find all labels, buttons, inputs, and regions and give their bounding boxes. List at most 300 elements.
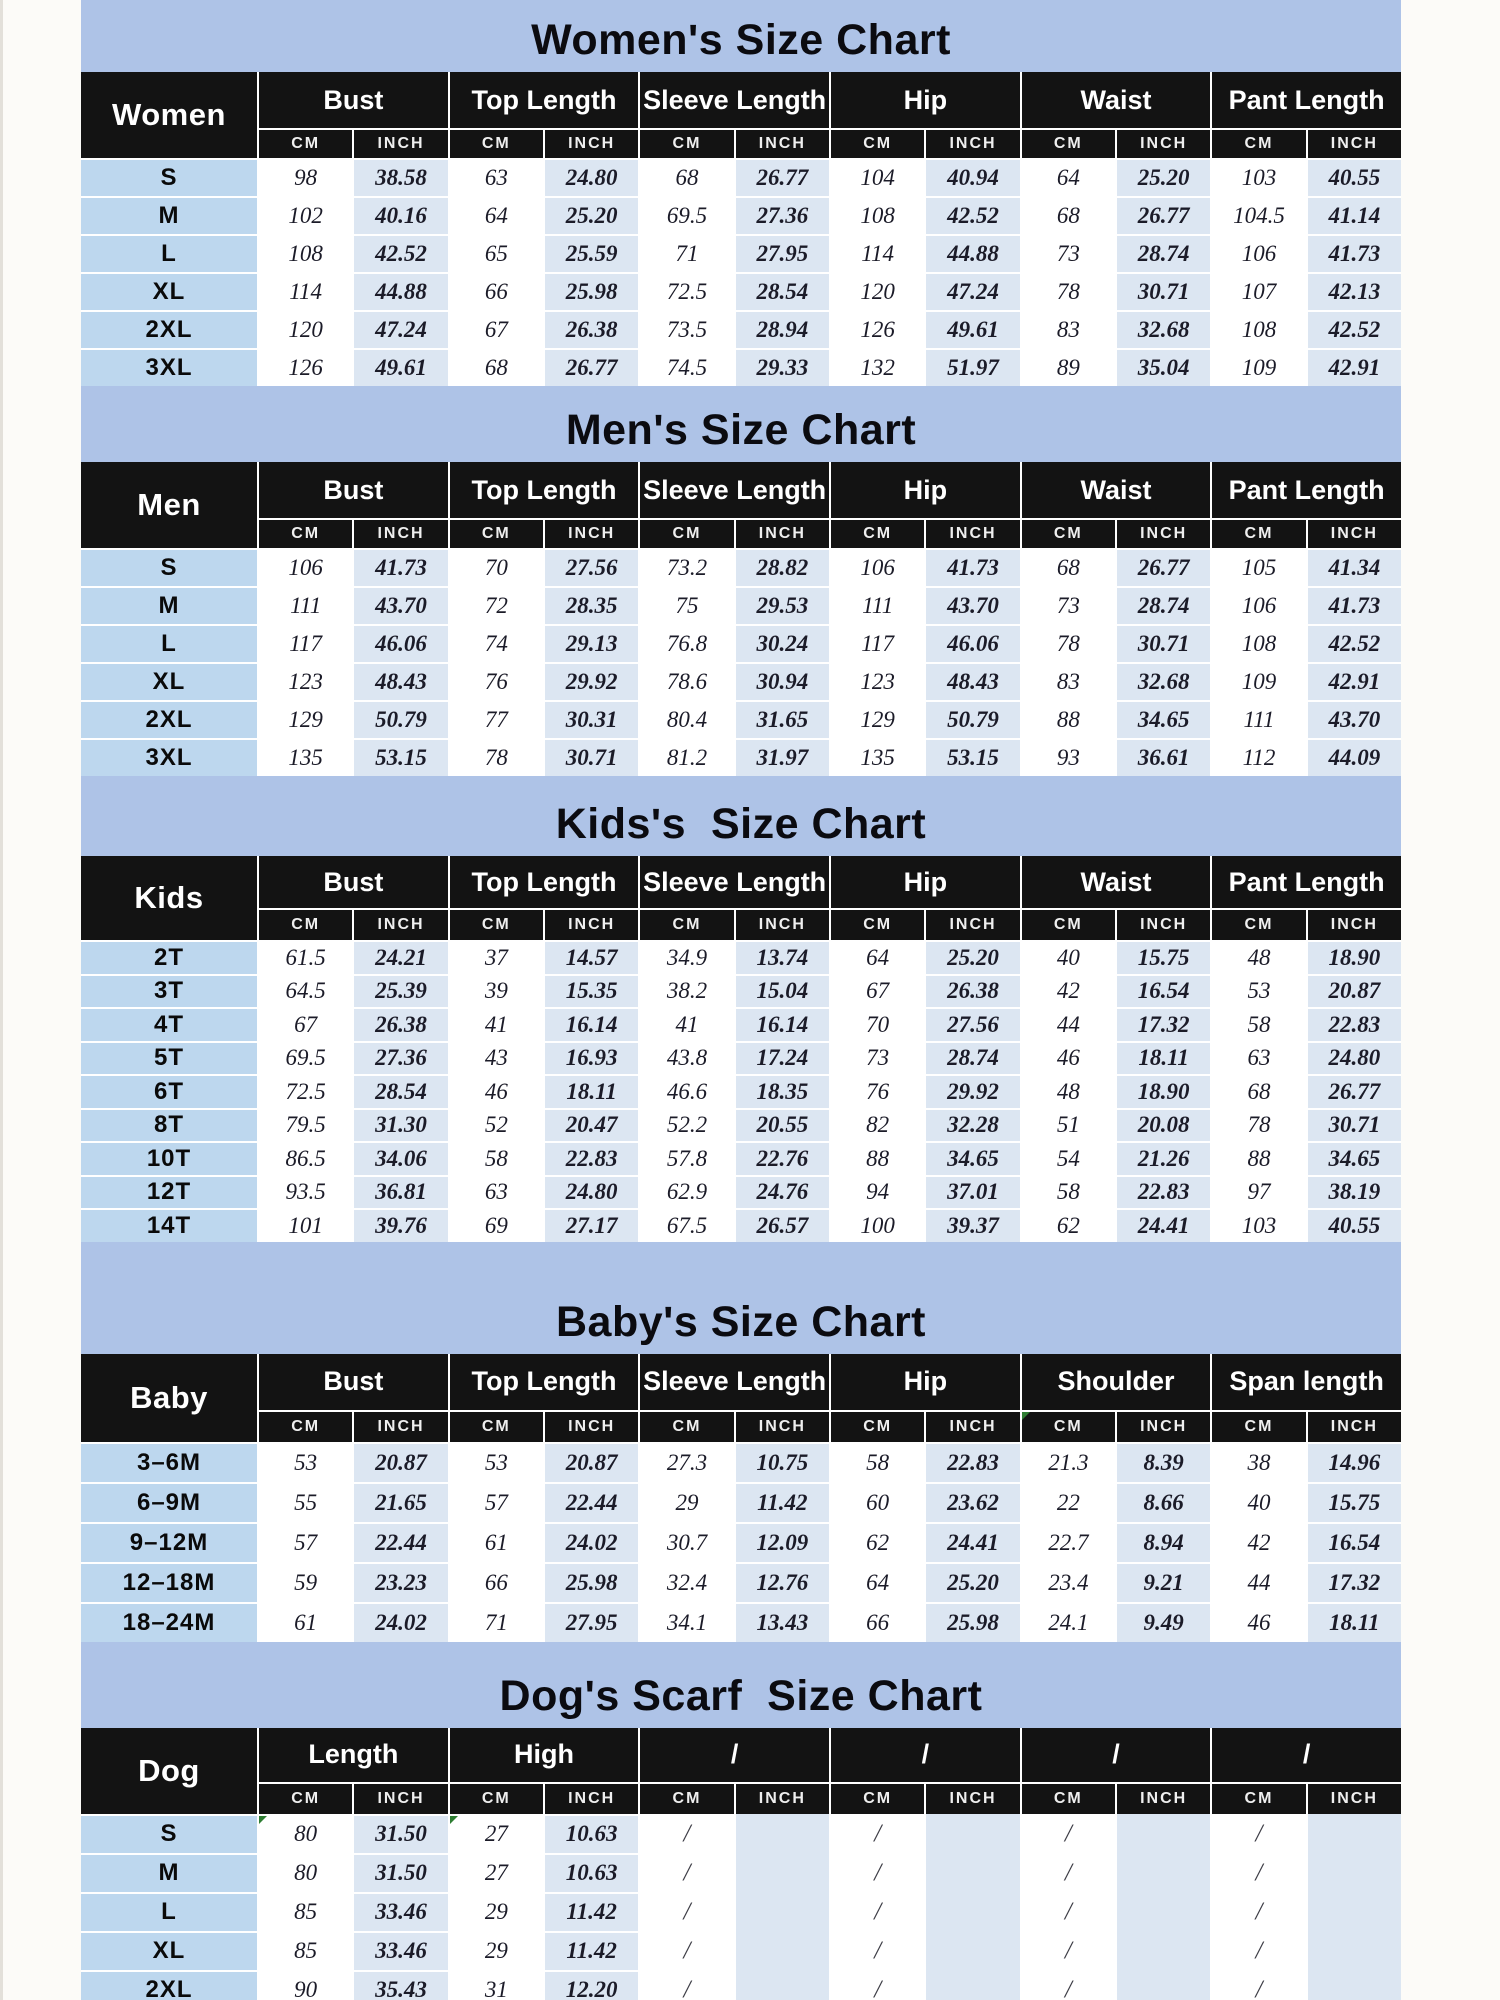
value-cell-inch: 36.61 (1117, 740, 1210, 776)
slash-cell: / (640, 1855, 733, 1892)
unit-header-cm: CM (259, 520, 352, 548)
value-cell-cm: 44 (1022, 1009, 1115, 1041)
value-cell-cm: 114 (259, 274, 352, 310)
value-cell-cm: 111 (259, 588, 352, 624)
value-cell-inch: 26.57 (736, 1210, 829, 1242)
unit-header-cm: CM (1022, 130, 1115, 158)
value-cell-inch: 22.83 (926, 1444, 1019, 1482)
value-cell-inch: 17.32 (1308, 1564, 1401, 1602)
value-cell-inch: 28.35 (545, 588, 638, 624)
slash-cell: / (831, 1894, 924, 1931)
value-cell-inch (1117, 1933, 1210, 1970)
women-group-header: Hip (831, 72, 1020, 128)
value-cell-cm: 61 (450, 1524, 543, 1562)
value-cell-inch: 25.20 (545, 198, 638, 234)
value-cell-inch: 47.24 (926, 274, 1019, 310)
dog-chart-title: Dog's Scarf Size Chart (499, 1671, 983, 1720)
value-cell-cm: 74.5 (640, 350, 733, 386)
value-cell-cm: 22.7 (1022, 1524, 1115, 1562)
value-cell-inch: 22.83 (1308, 1009, 1401, 1041)
value-cell-cm: 104 (831, 160, 924, 196)
value-cell-cm: 48 (1022, 1076, 1115, 1108)
value-cell-inch: 49.61 (354, 350, 447, 386)
value-cell-cm: 73.5 (640, 312, 733, 348)
unit-header-inch: INCH (926, 1784, 1019, 1814)
unit-header-cm: CM (1212, 910, 1305, 940)
value-cell-cm: 64 (450, 198, 543, 234)
value-cell-inch: 50.79 (926, 702, 1019, 738)
value-cell-inch: 34.65 (926, 1143, 1019, 1175)
men-table (81, 462, 1401, 776)
value-cell-inch: 24.41 (1117, 1210, 1210, 1242)
value-cell-inch: 18.11 (1117, 1043, 1210, 1075)
value-cell-inch: 10.63 (545, 1855, 638, 1892)
men-size-label: XL (81, 664, 257, 700)
value-cell-cm: 52 (450, 1110, 543, 1142)
value-cell-inch (926, 1894, 1019, 1931)
value-cell-cm: 30.7 (640, 1524, 733, 1562)
value-cell-inch: 24.80 (1308, 1043, 1401, 1075)
value-cell-inch: 10.75 (736, 1444, 829, 1482)
value-cell-cm: 21.3 (1022, 1444, 1115, 1482)
value-cell-inch: 15.04 (736, 976, 829, 1008)
value-cell-cm: 89 (1022, 350, 1115, 386)
value-cell-cm: 108 (259, 236, 352, 272)
dog-group-header: / (1022, 1728, 1211, 1782)
value-cell-cm: 63 (450, 160, 543, 196)
unit-header-inch: INCH (1117, 520, 1210, 548)
unit-header-cm: CM (640, 1412, 733, 1442)
value-cell-cm: 67 (831, 976, 924, 1008)
value-cell-cm: 78 (1212, 1110, 1305, 1142)
unit-header-inch: INCH (736, 520, 829, 548)
women-group-header: Waist (1022, 72, 1211, 128)
value-cell-inch: 11.42 (545, 1894, 638, 1931)
value-cell-inch: 8.66 (1117, 1484, 1210, 1522)
size-chart-men (81, 386, 1401, 776)
women-size-label: 2XL (81, 312, 257, 348)
value-cell-inch: 41.73 (926, 550, 1019, 586)
value-cell-inch: 25.20 (926, 1564, 1019, 1602)
value-cell-cm: 78.6 (640, 664, 733, 700)
value-cell-cm: 63 (450, 1177, 543, 1209)
unit-header-cm: CM (1022, 520, 1115, 548)
value-cell-inch: 15.75 (1117, 942, 1210, 974)
value-cell-cm: 100 (831, 1210, 924, 1242)
value-cell-inch: 43.70 (354, 588, 447, 624)
baby-size-label: 9–12M (81, 1524, 257, 1562)
dog-corner-label: Dog (81, 1728, 257, 1814)
men-size-label: 3XL (81, 740, 257, 776)
value-cell-cm: 60 (831, 1484, 924, 1522)
value-cell-cm: 68 (640, 160, 733, 196)
value-cell-inch: 30.71 (1308, 1110, 1401, 1142)
unit-header-inch: INCH (926, 1412, 1019, 1442)
value-cell-inch: 29.33 (736, 350, 829, 386)
value-cell-inch: 16.93 (545, 1043, 638, 1075)
value-cell-inch: 25.39 (354, 976, 447, 1008)
unit-header-inch: INCH (354, 520, 447, 548)
unit-header-cm: CM (450, 1412, 543, 1442)
unit-header-inch: INCH (926, 910, 1019, 940)
value-cell-cm: 42 (1212, 1524, 1305, 1562)
value-cell-inch: 22.44 (354, 1524, 447, 1562)
value-cell-cm: 57 (259, 1524, 352, 1562)
unit-header-inch: INCH (545, 910, 638, 940)
value-cell-inch: 30.31 (545, 702, 638, 738)
value-cell-inch: 49.61 (926, 312, 1019, 348)
value-cell-cm: 54 (1022, 1143, 1115, 1175)
value-cell-inch (1308, 1933, 1401, 1970)
size-chart-women (81, 0, 1401, 386)
value-cell-inch: 22.83 (545, 1143, 638, 1175)
value-cell-inch: 27.56 (926, 1009, 1019, 1041)
kids-size-label: 3T (81, 976, 257, 1008)
value-cell-inch: 43.70 (1308, 702, 1401, 738)
value-cell-cm: 58 (831, 1444, 924, 1482)
dog-table (81, 1728, 1401, 2000)
unit-header-cm: CM (259, 910, 352, 940)
value-cell-inch: 26.77 (1117, 198, 1210, 234)
value-cell-cm: 132 (831, 350, 924, 386)
value-cell-inch: 16.14 (545, 1009, 638, 1041)
value-cell-cm: 37 (450, 942, 543, 974)
value-cell-inch: 48.43 (926, 664, 1019, 700)
value-cell-cm: 72.5 (640, 274, 733, 310)
value-cell-inch: 38.58 (354, 160, 447, 196)
value-cell-inch: 26.77 (1308, 1076, 1401, 1108)
kids-group-header: Bust (259, 856, 448, 908)
value-cell-inch: 42.52 (354, 236, 447, 272)
value-cell-inch: 26.77 (736, 160, 829, 196)
value-cell-inch: 35.43 (354, 1972, 447, 2000)
slash-cell: / (831, 1933, 924, 1970)
value-cell-cm: 108 (1212, 626, 1305, 662)
size-chart-kids (81, 776, 1401, 1242)
unit-header-inch: INCH (736, 130, 829, 158)
unit-header-inch: INCH (1117, 1412, 1210, 1442)
unit-header-cm: CM (1212, 520, 1305, 548)
value-cell-cm: 61 (259, 1604, 352, 1642)
value-cell-cm: 66 (831, 1604, 924, 1642)
women-size-label: 3XL (81, 350, 257, 386)
value-cell-inch: 16.14 (736, 1009, 829, 1041)
value-cell-cm: 97 (1212, 1177, 1305, 1209)
value-cell-inch: 21.65 (354, 1484, 447, 1522)
baby-group-header: Span length (1212, 1354, 1401, 1410)
value-cell-cm: 64 (831, 1564, 924, 1602)
value-cell-cm: 101 (259, 1210, 352, 1242)
value-cell-cm: 88 (831, 1143, 924, 1175)
value-cell-cm: 86.5 (259, 1143, 352, 1175)
value-cell-cm: 24.1 (1022, 1604, 1115, 1642)
unit-header-inch: INCH (736, 910, 829, 940)
value-cell-inch: 22.44 (545, 1484, 638, 1522)
value-cell-inch: 44.88 (926, 236, 1019, 272)
value-cell-cm: 68 (1022, 550, 1115, 586)
value-cell-inch: 28.54 (736, 274, 829, 310)
value-cell-inch: 18.11 (1308, 1604, 1401, 1642)
slash-cell: / (1212, 1933, 1305, 1970)
dog-size-label: M (81, 1855, 257, 1892)
unit-header-cm: CM (450, 520, 543, 548)
value-cell-inch: 12.20 (545, 1972, 638, 2000)
value-cell-inch: 40.55 (1308, 1210, 1401, 1242)
value-cell-inch: 29.92 (926, 1076, 1019, 1108)
kids-corner-label: Kids (81, 856, 257, 940)
kids-chart-title: Kids's Size Chart (555, 800, 927, 848)
value-cell-inch: 41.73 (1308, 236, 1401, 272)
value-cell-cm: 103 (1212, 1210, 1305, 1242)
value-cell-cm: 74 (450, 626, 543, 662)
value-cell-inch: 24.76 (736, 1177, 829, 1209)
value-cell-cm: 85 (259, 1933, 352, 1970)
value-cell-inch: 42.91 (1308, 350, 1401, 386)
value-cell-inch: 23.62 (926, 1484, 1019, 1522)
value-cell-cm: 64.5 (259, 976, 352, 1008)
value-cell-cm: 31 (450, 1972, 543, 2000)
value-cell-cm: 93 (1022, 740, 1115, 776)
men-group-header: Hip (831, 462, 1020, 518)
value-cell-inch: 28.94 (736, 312, 829, 348)
baby-group-header: Bust (259, 1354, 448, 1410)
unit-header-inch: INCH (736, 1784, 829, 1814)
value-cell-cm: 80 (259, 1855, 352, 1892)
baby-chart-title: Baby's Size Chart (555, 1297, 926, 1346)
slash-cell: / (1022, 1933, 1115, 1970)
baby-group-header: Sleeve Length (640, 1354, 829, 1410)
value-cell-cm: 72.5 (259, 1076, 352, 1108)
value-cell-cm: 106 (1212, 236, 1305, 272)
value-cell-inch: 40.55 (1308, 160, 1401, 196)
value-cell-inch: 39.37 (926, 1210, 1019, 1242)
value-cell-inch: 48.43 (354, 664, 447, 700)
value-cell-inch: 13.43 (736, 1604, 829, 1642)
value-cell-inch: 24.21 (354, 942, 447, 974)
value-cell-inch: 26.38 (354, 1009, 447, 1041)
value-cell-inch: 28.74 (926, 1043, 1019, 1075)
value-cell-cm: 29 (640, 1484, 733, 1522)
unit-header-inch: INCH (354, 1412, 447, 1442)
men-group-header: Pant Length (1212, 462, 1401, 518)
unit-header-cm: CM (450, 1784, 543, 1814)
value-cell-inch: 24.02 (354, 1604, 447, 1642)
value-cell-cm: 53 (259, 1444, 352, 1482)
value-cell-cm: 57 (450, 1484, 543, 1522)
baby-title-band (81, 1242, 1401, 1354)
value-cell-inch: 53.15 (354, 740, 447, 776)
value-cell-inch: 25.98 (545, 274, 638, 310)
value-cell-cm: 27 (450, 1816, 543, 1853)
value-cell-cm: 44 (1212, 1564, 1305, 1602)
value-cell-inch: 28.82 (736, 550, 829, 586)
value-cell-inch: 24.80 (545, 1177, 638, 1209)
value-cell-cm: 46 (450, 1076, 543, 1108)
kids-table (81, 856, 1401, 1242)
value-cell-cm: 52.2 (640, 1110, 733, 1142)
value-cell-inch: 31.65 (736, 702, 829, 738)
unit-header-cm: CM (450, 130, 543, 158)
value-cell-cm: 27.3 (640, 1444, 733, 1482)
value-cell-cm: 46.6 (640, 1076, 733, 1108)
value-cell-cm: 76 (450, 664, 543, 700)
unit-header-inch: INCH (926, 130, 1019, 158)
value-cell-cm: 22 (1022, 1484, 1115, 1522)
unit-header-cm: CM (831, 910, 924, 940)
value-cell-inch: 42.52 (1308, 626, 1401, 662)
value-cell-cm: 32.4 (640, 1564, 733, 1602)
value-cell-inch: 13.74 (736, 942, 829, 974)
value-cell-inch: 16.54 (1308, 1524, 1401, 1562)
value-cell-cm: 68 (1022, 198, 1115, 234)
value-cell-cm: 73 (1022, 588, 1115, 624)
women-group-header: Sleeve Length (640, 72, 829, 128)
dog-size-label: XL (81, 1933, 257, 1970)
value-cell-inch: 28.54 (354, 1076, 447, 1108)
unit-header-cm: CM (831, 1784, 924, 1814)
value-cell-cm: 40 (1212, 1484, 1305, 1522)
value-cell-cm: 48 (1212, 942, 1305, 974)
value-cell-cm: 126 (831, 312, 924, 348)
women-corner-label: Women (81, 72, 257, 158)
value-cell-cm: 126 (259, 350, 352, 386)
value-cell-cm: 41 (640, 1009, 733, 1041)
unit-header-cm: CM (1212, 1784, 1305, 1814)
men-title-band (81, 386, 1401, 462)
value-cell-cm: 85 (259, 1894, 352, 1931)
value-cell-inch: 25.98 (545, 1564, 638, 1602)
value-cell-inch: 41.73 (1308, 588, 1401, 624)
value-cell-inch: 28.74 (1117, 236, 1210, 272)
women-chart-title: Women's Size Chart (531, 16, 951, 64)
value-cell-cm: 65 (450, 236, 543, 272)
value-cell-inch: 20.55 (736, 1110, 829, 1142)
value-cell-cm: 120 (831, 274, 924, 310)
value-cell-inch: 43.70 (926, 588, 1019, 624)
value-cell-inch: 14.57 (545, 942, 638, 974)
value-cell-inch (926, 1972, 1019, 2000)
value-cell-cm: 109 (1212, 664, 1305, 700)
value-cell-cm: 106 (831, 550, 924, 586)
value-cell-inch (1308, 1816, 1401, 1853)
kids-size-label: 8T (81, 1110, 257, 1142)
men-group-header: Waist (1022, 462, 1211, 518)
kids-group-header: Top Length (450, 856, 639, 908)
value-cell-inch: 12.76 (736, 1564, 829, 1602)
men-chart-title: Men's Size Chart (565, 406, 917, 454)
value-cell-cm: 108 (1212, 312, 1305, 348)
value-cell-cm: 58 (1212, 1009, 1305, 1041)
unit-header-inch: INCH (736, 1412, 829, 1442)
value-cell-inch: 24.41 (926, 1524, 1019, 1562)
value-cell-cm: 42 (1022, 976, 1115, 1008)
value-cell-inch: 42.91 (1308, 664, 1401, 700)
value-cell-cm: 88 (1212, 1143, 1305, 1175)
value-cell-cm: 112 (1212, 740, 1305, 776)
value-cell-inch: 38.19 (1308, 1177, 1401, 1209)
value-cell-inch: 30.71 (1117, 274, 1210, 310)
value-cell-cm: 90 (259, 1972, 352, 2000)
unit-header-inch: INCH (1117, 1784, 1210, 1814)
slash-cell: / (831, 1816, 924, 1853)
value-cell-inch: 41.14 (1308, 198, 1401, 234)
value-cell-inch: 10.63 (545, 1816, 638, 1853)
value-cell-cm: 107 (1212, 274, 1305, 310)
value-cell-cm: 43 (450, 1043, 543, 1075)
kids-group-header: Pant Length (1212, 856, 1401, 908)
value-cell-inch: 27.95 (545, 1604, 638, 1642)
value-cell-cm: 27 (450, 1855, 543, 1892)
value-cell-inch: 26.77 (545, 350, 638, 386)
value-cell-inch: 31.50 (354, 1816, 447, 1853)
value-cell-inch: 22.83 (1117, 1177, 1210, 1209)
value-cell-inch: 41.73 (354, 550, 447, 586)
value-cell-inch: 26.38 (545, 312, 638, 348)
unit-header-cm: CM (640, 520, 733, 548)
value-cell-inch: 20.47 (545, 1110, 638, 1142)
value-cell-cm: 105 (1212, 550, 1305, 586)
baby-size-label: 6–9M (81, 1484, 257, 1522)
value-cell-inch: 9.21 (1117, 1564, 1210, 1602)
value-cell-cm: 72 (450, 588, 543, 624)
unit-header-inch: INCH (1308, 520, 1401, 548)
value-cell-inch: 20.08 (1117, 1110, 1210, 1142)
slash-cell: / (1212, 1855, 1305, 1892)
men-size-label: M (81, 588, 257, 624)
value-cell-cm: 59 (259, 1564, 352, 1602)
slash-cell: / (1022, 1894, 1115, 1931)
value-cell-inch (1308, 1855, 1401, 1892)
value-cell-inch: 29.13 (545, 626, 638, 662)
value-cell-inch: 33.46 (354, 1933, 447, 1970)
value-cell-inch: 25.98 (926, 1604, 1019, 1642)
value-cell-cm: 78 (1022, 626, 1115, 662)
slash-cell: / (1022, 1855, 1115, 1892)
unit-header-cm: CM (1022, 910, 1115, 940)
value-cell-inch: 35.04 (1117, 350, 1210, 386)
unit-header-cm: CM (1022, 1784, 1115, 1814)
value-cell-inch: 25.20 (926, 942, 1019, 974)
value-cell-inch (736, 1972, 829, 2000)
unit-header-cm: CM (259, 1412, 352, 1442)
value-cell-inch (736, 1933, 829, 1970)
value-cell-cm: 46 (1212, 1604, 1305, 1642)
kids-size-label: 12T (81, 1177, 257, 1209)
unit-header-inch: INCH (1117, 130, 1210, 158)
men-size-label: S (81, 550, 257, 586)
value-cell-cm: 64 (831, 942, 924, 974)
value-cell-cm: 129 (259, 702, 352, 738)
value-cell-cm: 78 (1022, 274, 1115, 310)
value-cell-cm: 62 (831, 1524, 924, 1562)
value-cell-inch: 17.24 (736, 1043, 829, 1075)
value-cell-cm: 40 (1022, 942, 1115, 974)
slash-cell: / (1212, 1972, 1305, 2000)
value-cell-cm: 106 (1212, 588, 1305, 624)
slash-cell: / (640, 1816, 733, 1853)
value-cell-cm: 34.9 (640, 942, 733, 974)
dog-size-label: L (81, 1894, 257, 1931)
unit-header-inch: INCH (545, 1784, 638, 1814)
value-cell-inch: 42.13 (1308, 274, 1401, 310)
value-cell-inch: 31.30 (354, 1110, 447, 1142)
value-cell-inch: 36.81 (354, 1177, 447, 1209)
value-cell-inch: 30.71 (1117, 626, 1210, 662)
value-cell-inch: 50.79 (354, 702, 447, 738)
value-cell-cm: 67 (259, 1009, 352, 1041)
value-cell-cm: 53 (450, 1444, 543, 1482)
value-cell-cm: 70 (450, 550, 543, 586)
